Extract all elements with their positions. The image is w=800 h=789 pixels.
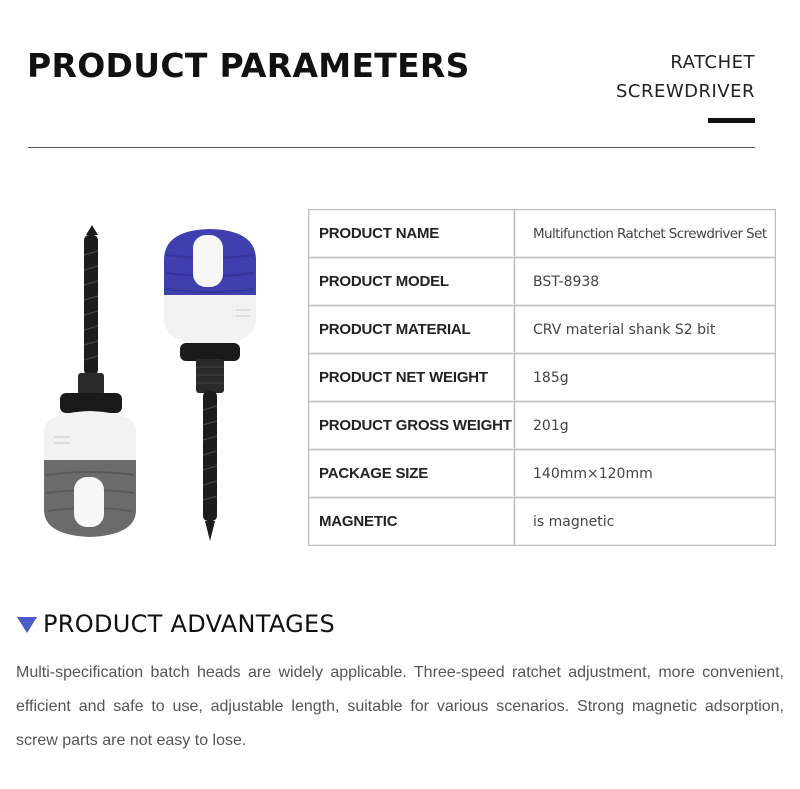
table-row [309, 450, 776, 498]
table-row [309, 306, 776, 354]
screwdriver-gray-handle [44, 225, 136, 537]
param-label: PACKAGE SIZE [309, 450, 515, 498]
param-value: CRV material shank S2 bit [515, 306, 776, 354]
param-label: PRODUCT NAME [309, 210, 515, 258]
table-row [309, 498, 776, 546]
page-title: PRODUCT PARAMETERS [27, 46, 470, 85]
parameters-table [308, 209, 776, 546]
screwdriver-blue-handle [164, 229, 256, 541]
advantages-heading [17, 610, 335, 638]
param-value: BST-8938 [515, 258, 776, 306]
param-value: 201g [515, 402, 776, 450]
table-row [309, 354, 776, 402]
param-label: PRODUCT MODEL [309, 258, 515, 306]
subtitle-underline [708, 118, 755, 123]
table-row [309, 258, 776, 306]
advantages-title: PRODUCT ADVANTAGES [43, 610, 336, 638]
param-label: PRODUCT MATERIAL [309, 306, 515, 354]
header-divider [28, 147, 755, 148]
param-label: PRODUCT GROSS WEIGHT [309, 402, 515, 450]
advantages-description: Multi-specification batch heads are widely applicable. Three-speed ratchet adjustment, more convenient, efficient and safe to use, adjustable length, suitable for various scenarios. Strong magnetic adsorption, screw parts are not easy to lose. [16, 664, 784, 749]
param-value: is magnetic [515, 498, 776, 546]
subtitle-line-1: RATCHET [670, 52, 755, 73]
table-row [309, 210, 776, 258]
param-label: MAGNETIC [309, 498, 515, 546]
product-category [616, 48, 755, 106]
param-label: PRODUCT NET WEIGHT [309, 354, 515, 402]
triangle-down-icon [17, 617, 37, 633]
param-value: Multifunction Ratchet Screwdriver Set [515, 210, 776, 258]
param-value: 140mm×120mm [515, 450, 776, 498]
subtitle-line-2: SCREWDRIVER [615, 81, 755, 102]
table-row [309, 402, 776, 450]
param-value: 185g [515, 354, 776, 402]
product-illustration [30, 225, 270, 555]
